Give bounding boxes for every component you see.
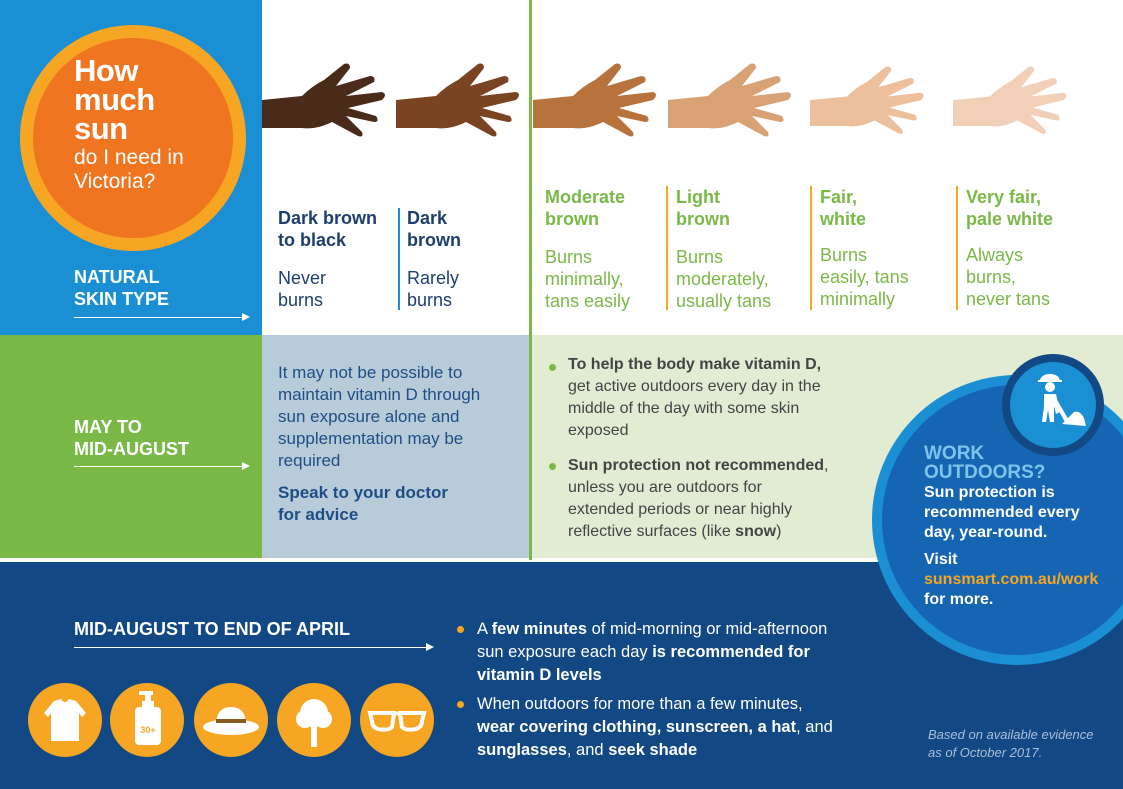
hand-moderate-brown-icon bbox=[533, 62, 663, 142]
title-line: sun bbox=[74, 111, 128, 146]
page-title bbox=[74, 53, 184, 194]
skin-type-very-fair-pale-white: Very fair, pale white Always burns, never tans bbox=[966, 187, 1054, 309]
hand-fair-white-icon bbox=[810, 62, 930, 142]
sunscreen-icon bbox=[110, 683, 184, 757]
hat-icon bbox=[194, 683, 268, 757]
bullet-icon bbox=[457, 626, 464, 633]
column-separator bbox=[398, 208, 400, 310]
hand-light-brown-icon bbox=[668, 62, 798, 142]
work-heading: OUTDOORS? bbox=[924, 462, 1046, 483]
worker-icon bbox=[1010, 362, 1096, 448]
bullet-icon bbox=[457, 701, 464, 708]
summer-bullet-2: When outdoors for more than a few minutes, wear covering clothing, sunscreen, a hat, and sunglasses, and seek shade bbox=[477, 695, 833, 759]
winter-light-bullet-2: Sun protection not recommended, unless you are outdoors for extended periods or near highly reflective surfaces (like snow) bbox=[568, 457, 829, 540]
sunscreen-label: 30+ bbox=[140, 725, 156, 735]
work-heading: WORK bbox=[924, 443, 985, 464]
row-label-winter: MAY TO MID-AUGUST bbox=[74, 417, 189, 459]
skin-type-fair-white: Fair, white Burns easily, tans minimally bbox=[820, 187, 909, 309]
hand-very-fair-pale-white-icon bbox=[953, 62, 1073, 142]
footnote: Based on available evidence as of October 2017. bbox=[928, 727, 1094, 760]
hand-dark-brown-to-black-icon bbox=[262, 62, 392, 142]
column-separator bbox=[810, 186, 812, 310]
bullet-icon bbox=[549, 463, 556, 470]
column-separator bbox=[956, 186, 958, 310]
hand-dark-brown-icon bbox=[396, 62, 526, 142]
arrow-icon bbox=[242, 462, 250, 470]
arrow-line bbox=[74, 317, 242, 318]
row-label-summer: MID-AUGUST TO END OF APRIL bbox=[74, 619, 350, 639]
sunglasses-icon bbox=[360, 683, 434, 757]
column-separator bbox=[666, 186, 668, 310]
divider bbox=[529, 0, 532, 560]
skin-type-dark-brown: Dark brown Rarely burns bbox=[407, 208, 461, 310]
arrow-icon bbox=[242, 313, 250, 321]
title-line: much bbox=[74, 82, 155, 117]
winter-dark-skin-advice: It may not be possible to maintain vitamin D through sun exposure alone and supplementation may be required Speak to your doctor for advice bbox=[278, 363, 481, 524]
title-line: How bbox=[74, 53, 138, 88]
skin-type-moderate-brown: Moderate brown Burns minimally, tans easily bbox=[545, 187, 631, 311]
work-link[interactable]: sunsmart.com.au/work bbox=[924, 571, 1099, 588]
arrow-line bbox=[74, 647, 426, 648]
skin-type-light-brown: Light brown Burns moderately, usually tans bbox=[676, 187, 772, 311]
title-line: do I need in bbox=[74, 146, 184, 169]
winter-light-bullet-1: To help the body make vitamin D, get active outdoors every day in the middle of the day with some skin exposed bbox=[568, 356, 822, 439]
row-label-skin-type: NATURAL SKIN TYPE bbox=[74, 267, 170, 309]
work-outdoors-text: WORK OUTDOORS? Sun protection is recommended every day, year-round. Visit sunsmart.com.au/work for more. bbox=[924, 443, 1099, 608]
summer-bullet-1: A few minutes of mid-morning or mid-afternoon sun exposure each day is recommended for vitamin D levels bbox=[477, 620, 828, 684]
bullet-icon bbox=[549, 364, 556, 371]
skin-type-dark-brown-to-black: Dark brown to black Never burns bbox=[278, 208, 378, 310]
title-line: Victoria? bbox=[74, 170, 156, 193]
arrow-line bbox=[74, 466, 242, 467]
arrow-icon bbox=[426, 643, 434, 651]
shirt-icon bbox=[28, 683, 102, 757]
tree-icon bbox=[277, 683, 351, 757]
